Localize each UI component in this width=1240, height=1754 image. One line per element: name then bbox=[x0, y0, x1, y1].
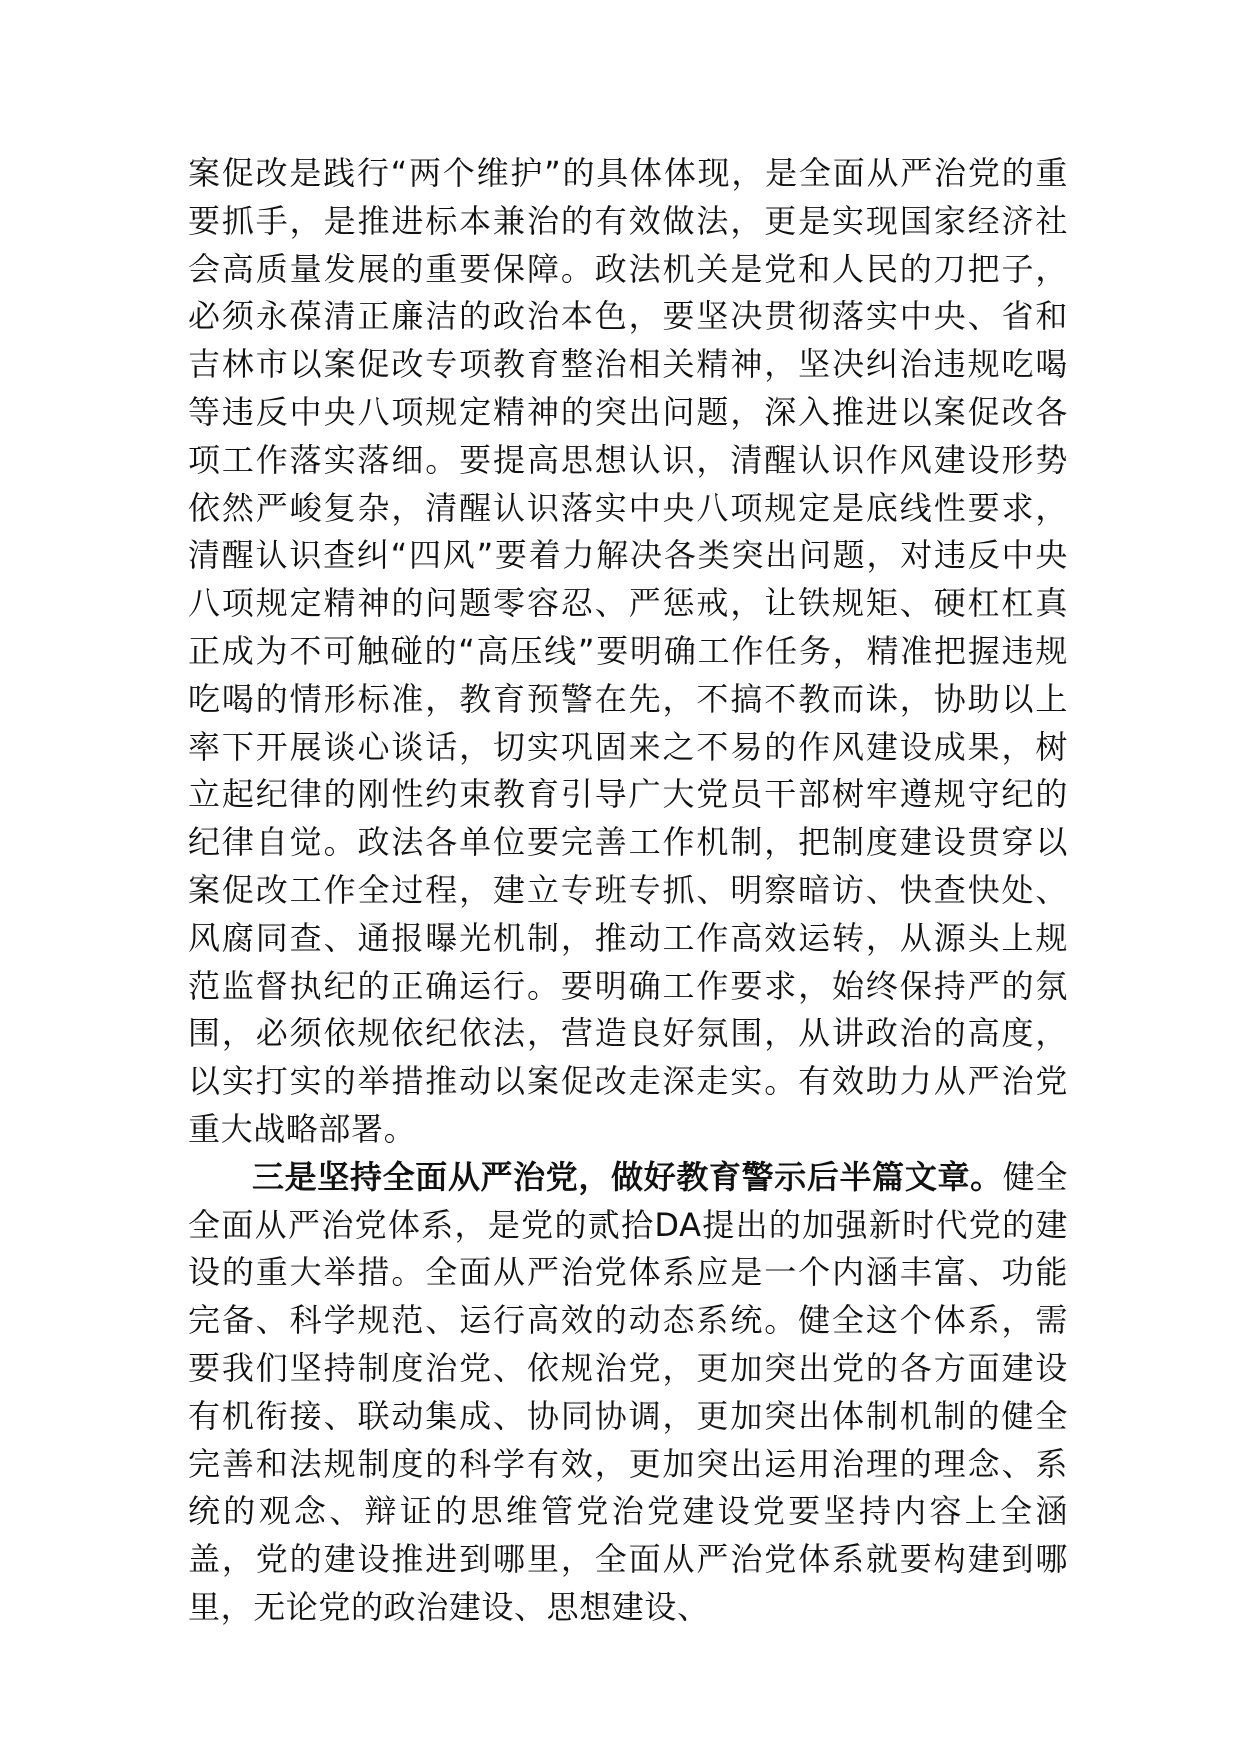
document-body bbox=[188, 150, 1068, 1632]
section-body-text: 健全全面从严治党体系，是党的贰拾DA提出的加强新时代党的建设的重大举措。全面从严治党体系应是一个内涵丰富、功能完备、科学规范、运行高效的动态系统。健全这个体系，需要我们坚持制度治党、依规治党，更加突出党的各方面建设有机衔接、联动集成、协同协调，更加突出体制机制的健全完善和法规制度的科学有效，更加突出运用治理的理念、系统的观念、辩证的思维管党治党建设党要坚持内容上全涵盖，党的建设推进到哪里，全面从严治党体系就要构建到哪里，无论党的政治建设、思想建设、 bbox=[188, 1157, 1068, 1626]
paragraph-continuation: 案促改是践行“两个维护”的具体体现，是全面从严治党的重要抓手，是推进标本兼治的有效做法，更是实现国家经济社会高质量发展的重要保障。政法机关是党和人民的刀把子，必须永葆清正廉洁的政治本色，要坚决贯彻落实中央、省和吉林市以案促改专项教育整治相关精神，坚决纠治违规吃喝等违反中央八项规定精神的突出问题，深入推进以案促改各项工作落实落细。要提高思想认识，清醒认识作风建设形势依然严峻复杂，清醒认识落实中央八项规定是底线性要求，清醒认识查纠“四风”要着力解决各类突出问题，对违反中央八项规定精神的问题零容忍、严惩戒，让铁规矩、硬杠杠真正成为不可触碰的“高压线”要明确工作任务，精准把握违规吃喝的情形标准，教育预警在先，不搞不教而诛，协助以上率下开展谈心谈话，切实巩固来之不易的作风建设成果，树立起纪律的刚性约束教育引导广大党员干部树牢遵规守纪的纪律自觉。政法各单位要完善工作机制，把制度建设贯穿以案促改工作全过程，建立专班专抓、明察暗访、快查快处、风腐同查、通报曝光机制，推动工作高效运转，从源头上规范监督执纪的正确运行。要明确工作要求，始终保持严的氛围，必须依规依纪依法，营造良好氛围，从讲政治的高度，以实打实的举措推动以案促改走深走实。有效助力从严治党重大战略部署。 bbox=[188, 154, 1068, 1148]
paragraph-section-three bbox=[188, 1154, 1068, 1632]
section-heading: 三是坚持全面从严治党，做好教育警示后半篇文章。 bbox=[252, 1157, 1003, 1196]
